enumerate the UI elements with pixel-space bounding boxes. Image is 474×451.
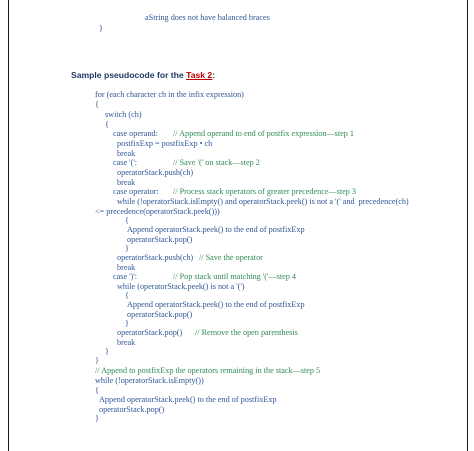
code-line: operatorStack.pop() (99, 405, 165, 414)
code-line: Append operatorStack.peek() to the end of postfixExp (127, 300, 305, 309)
code-line: { (95, 100, 99, 109)
code-line: <= precedence(operatorStack.peek())) (95, 207, 220, 216)
code-line: case '(': (113, 158, 138, 167)
code-line: { (125, 216, 129, 225)
code-line: operatorStack.pop() (127, 235, 193, 244)
code-line: break (117, 263, 136, 272)
code-line: while (operatorStack.peek() is not a '(') (117, 282, 245, 291)
code-comment: // Append operand to end of postfix expression—step 1 (173, 129, 355, 138)
code-line: case operand: (113, 129, 158, 138)
code-line: } (95, 414, 99, 423)
code-line: { (95, 386, 99, 395)
code-comment: // Append to postfixExp the operators remaining in the stack—step 5 (95, 366, 321, 375)
code-line: postfixExp = postfixExp • ch (117, 139, 213, 148)
section-heading (71, 70, 215, 80)
code-line: operatorStack.pop() (127, 310, 193, 319)
document-page (8, 0, 468, 451)
code-line: operatorStack.push(ch) (117, 168, 194, 177)
code-line: for (each character ch in the infix expression) (95, 90, 244, 99)
code-line: case operator: (113, 187, 159, 196)
code-comment: // Save the operator (199, 253, 263, 262)
code-line: while (!operatorStack.isEmpty() and operatorStack.peek() is not a '(' and precedence(ch) (117, 197, 409, 206)
code-line: operatorStack.pop() (117, 328, 183, 337)
code-line: { (105, 120, 109, 129)
code-comment: // Save '(' on stack—step 2 (173, 158, 260, 167)
code-line: Append operatorStack.peek() to the end of postfixExp (127, 225, 305, 234)
code-line: break (117, 149, 136, 158)
code-line: } (125, 319, 129, 328)
code-line: { (125, 291, 129, 300)
code-comment: // Pop stack until matching '('—step 4 (173, 272, 297, 281)
code-line: break (117, 178, 136, 187)
heading-prefix: Sample pseudocode for the (71, 70, 187, 80)
code-line: } (95, 356, 99, 365)
code-line: aString does not have balanced braces (145, 13, 270, 22)
code-line: while (!operatorStack.isEmpty()) (95, 376, 204, 385)
code-line: switch (ch) (105, 110, 142, 119)
task-link[interactable]: Task 2 (186, 70, 213, 80)
code-line: case ')': (113, 272, 138, 281)
code-line: } (105, 347, 109, 356)
code-comment: // Process stack operators of greater precedence—step 3 (173, 187, 357, 196)
code-line: } (125, 244, 129, 253)
code-line: operatorStack.push(ch) (117, 253, 194, 262)
code-line: } (99, 24, 103, 33)
heading-suffix: : (212, 70, 216, 80)
code-comment: // Remove the open parenthesis (195, 328, 298, 337)
code-line: Append operatorStack.peek() to the end of postfixExp (99, 395, 277, 404)
code-line: break (117, 338, 136, 347)
